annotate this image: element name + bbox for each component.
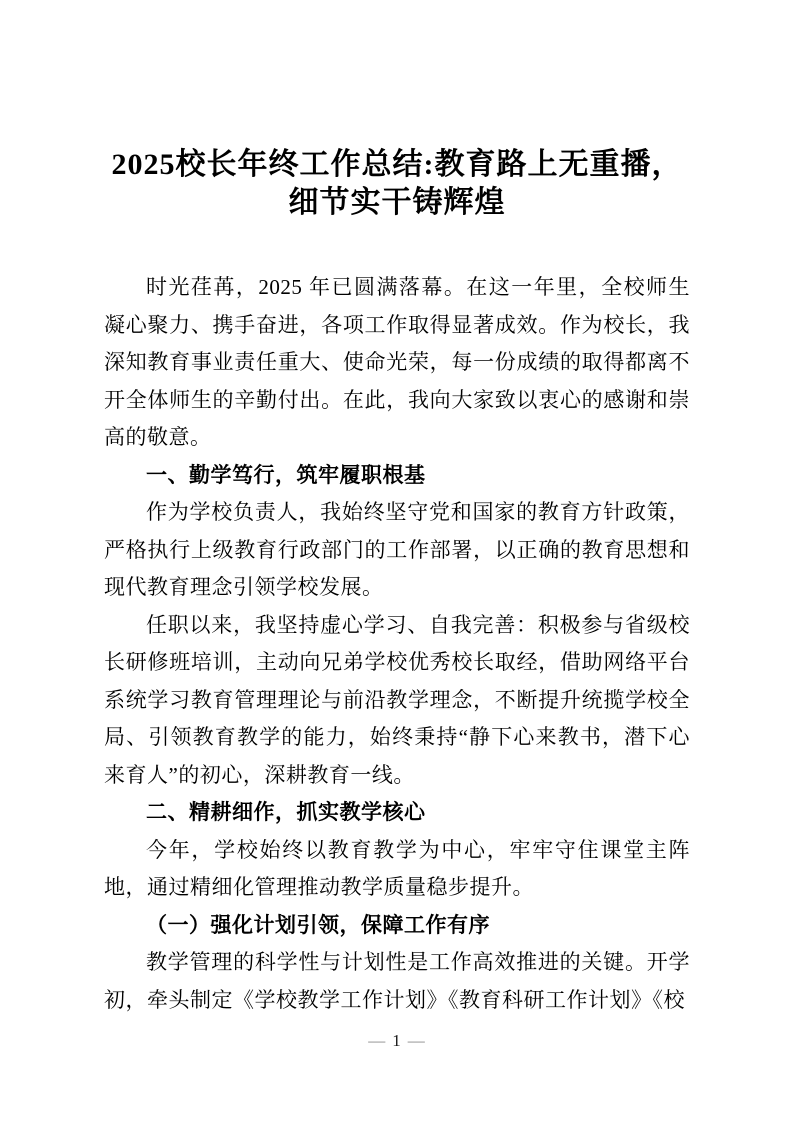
- paragraph-intro: 时光荏苒，2025 年已圆满落幕。在这一年里，全校师生凝心聚力、携手奋进，各项工作取得显著成效。作为校长，我深知教育事业责任重大、使命光荣，每一份成绩的取得都离不开全体师生的辛勤付出。在此，我向大家致以衷心的感谢和崇高的敬意。: [104, 275, 690, 449]
- paragraph-section2-a: 今年，学校始终以教育教学为中心，牢牢守住课堂主阵地，通过精细化管理推动教学质量稳步提升。: [104, 837, 690, 899]
- page-number: [0, 1030, 793, 1052]
- document-body: [104, 269, 690, 1019]
- paragraph-section1-a: 作为学校负责人，我始终坚守党和国家的教育方针政策，严格执行上级教育行政部门的工作部署，以正确的教育思想和现代教育理念引领学校发展。: [104, 500, 690, 599]
- paragraph-section1-b: 任职以来，我坚持虚心学习、自我完善：积极参与省级校长研修班培训，主动向兄弟学校优秀校长取经，借助网络平台系统学习教育管理理论与前沿教学理念，不断提升统揽学校全局、引领教育教学的能力，始终秉持“静下心来教书，潜下心来育人”的初心，深耕教育一线。: [104, 612, 690, 787]
- paragraph-section2-b: 教学管理的科学性与计划性是工作高效推进的关键。开学初，牵头制定《学校教学工作计划》《教育科研工作计划》《校: [104, 950, 690, 1012]
- page-number-value: 1: [392, 1031, 401, 1050]
- page-number-dash-right: —: [407, 1031, 425, 1050]
- document-title-line1: 2025校长年终工作总结:教育路上无重播，: [111, 148, 683, 181]
- section-heading-1: 一、勤学笃行，筑牢履职根基: [146, 462, 426, 487]
- document-title: [104, 146, 690, 222]
- subsection-heading-2-1: （一）强化计划引领，保障工作有序: [146, 912, 490, 937]
- document-title-line2: 细节实干铸辉煌: [288, 186, 506, 219]
- page-number-dash-left: —: [368, 1031, 386, 1050]
- section-heading-2: 二、精耕细作，抓实教学核心: [146, 800, 426, 824]
